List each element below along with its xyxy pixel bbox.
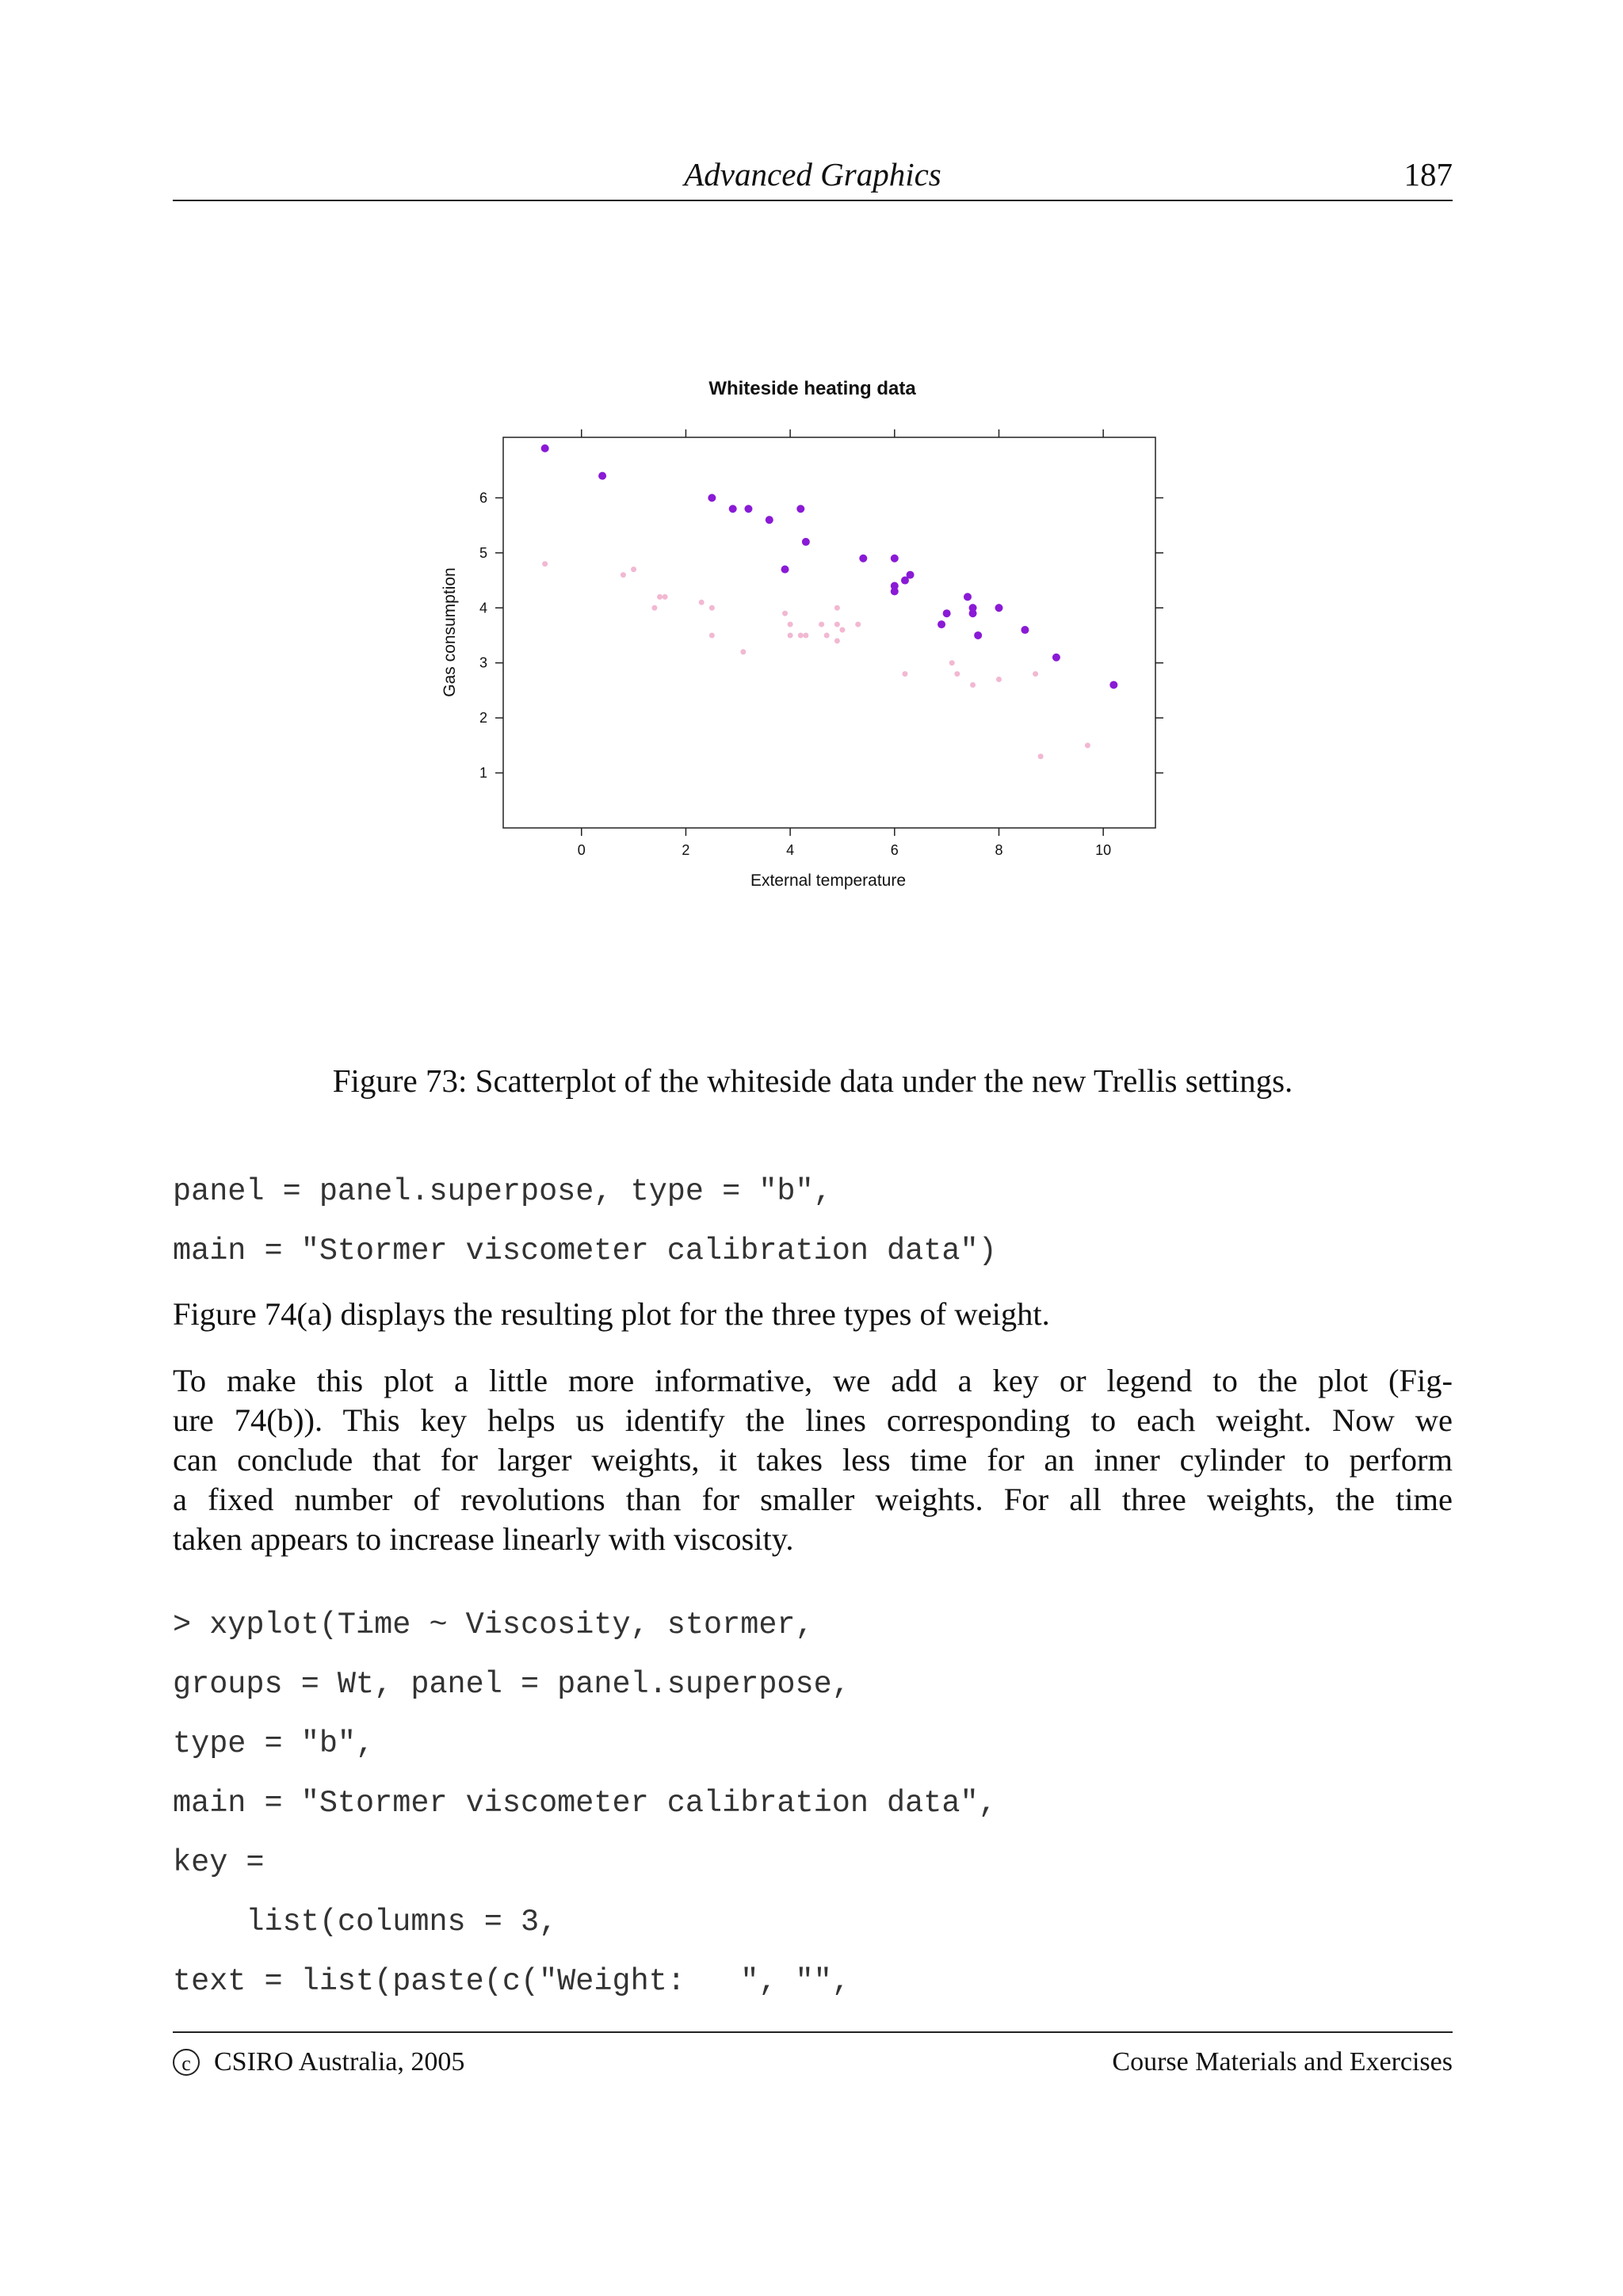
x-axis xyxy=(578,429,1111,858)
data-point xyxy=(663,594,668,600)
data-point xyxy=(788,622,793,627)
code-line: main = "Stormer viscometer calibration data") xyxy=(173,1234,997,1268)
data-point xyxy=(766,516,773,524)
x-axis-label: External temperature xyxy=(750,871,907,890)
code-line: main = "Stormer viscometer calibration data", xyxy=(173,1786,997,1821)
y-axis-label: Gas consumption xyxy=(441,567,459,697)
data-point xyxy=(834,605,840,611)
data-point xyxy=(709,605,715,611)
plot-frame xyxy=(503,437,1155,828)
data-point xyxy=(729,505,737,513)
paragraph-line: taken appears to increase linearly with viscosity. xyxy=(173,1521,794,1557)
data-point xyxy=(859,555,867,563)
data-point xyxy=(802,538,810,546)
data-point xyxy=(1038,753,1044,759)
copyright-icon: c xyxy=(173,2049,200,2076)
x-tick-label: 4 xyxy=(786,842,795,858)
data-point xyxy=(788,632,793,638)
data-point xyxy=(969,609,977,617)
data-point xyxy=(803,632,808,638)
footer-copyright-text: CSIRO Australia, 2005 xyxy=(214,2047,465,2077)
page-header xyxy=(173,152,1453,201)
data-point xyxy=(954,671,960,677)
data-point xyxy=(1021,626,1029,634)
data-point xyxy=(541,444,549,452)
data-point xyxy=(891,587,899,595)
figure-73 xyxy=(428,368,1205,899)
data-point xyxy=(974,631,982,639)
data-point xyxy=(744,505,752,513)
code-line: text = list(paste(c("Weight: ", "", xyxy=(173,1964,850,1999)
running-title: Advanced Graphics xyxy=(684,156,941,193)
data-point xyxy=(657,594,663,600)
footer-right: Course Materials and Exercises xyxy=(1112,2047,1453,2077)
data-point xyxy=(1109,681,1117,688)
data-point xyxy=(796,505,804,513)
page-number: 187 xyxy=(1403,156,1453,193)
data-point xyxy=(621,572,626,578)
code-line: key = xyxy=(173,1845,265,1880)
code-line: type = "b", xyxy=(173,1726,375,1761)
data-points xyxy=(541,444,1118,759)
data-point xyxy=(542,561,548,566)
x-tick-label: 2 xyxy=(682,842,690,858)
y-axis xyxy=(479,490,1163,780)
code-line: > xyplot(Time ~ Viscosity, stormer, xyxy=(173,1608,814,1642)
data-point xyxy=(798,632,804,638)
y-tick-label: 6 xyxy=(479,490,487,506)
data-point xyxy=(708,494,716,502)
data-point xyxy=(996,677,1002,682)
data-point xyxy=(709,632,715,638)
y-tick-label: 2 xyxy=(479,710,487,727)
paragraph-line: ure 74(b)). This key helps us identify the lines corresponding to each weight. Now we xyxy=(173,1402,1453,1438)
data-point xyxy=(839,627,845,633)
data-point xyxy=(699,600,705,605)
x-tick-label: 0 xyxy=(577,842,586,858)
data-point xyxy=(651,605,657,611)
data-point xyxy=(824,632,830,638)
data-point xyxy=(995,604,1002,612)
data-point xyxy=(782,611,788,616)
x-tick-label: 6 xyxy=(890,842,899,858)
data-point xyxy=(834,622,840,627)
data-point xyxy=(819,622,824,627)
data-point xyxy=(902,671,907,677)
data-point xyxy=(907,571,915,579)
paragraph-line: To make this plot a little more informative, we add a key or legend to the plot (Fig- xyxy=(173,1363,1453,1398)
figure-caption: Figure 73: Scatterplot of the whiteside data under the new Trellis settings. xyxy=(332,1062,1293,1099)
chart-title: Whiteside heating data xyxy=(708,378,916,399)
data-point xyxy=(598,472,606,480)
paragraph-line: can conclude that for larger weights, it takes less time for an inner cylinder to perform xyxy=(173,1442,1453,1478)
scatterplot xyxy=(428,368,1205,899)
data-point xyxy=(834,638,840,643)
data-point xyxy=(631,566,636,572)
data-point xyxy=(855,622,861,627)
data-point xyxy=(1052,654,1060,662)
data-point xyxy=(1085,742,1090,748)
x-tick-label: 8 xyxy=(995,842,1003,858)
y-tick-label: 3 xyxy=(479,654,487,671)
y-tick-label: 4 xyxy=(479,600,487,616)
footer-rule xyxy=(173,2031,1453,2033)
data-point xyxy=(891,555,899,563)
paragraph: Figure 74(a) displays the resulting plot for the three types of weight. xyxy=(173,1296,1050,1332)
footer-left xyxy=(173,2044,464,2081)
paragraph-line: a fixed number of revolutions than for smaller weights. For all three weights, the time xyxy=(173,1482,1453,1517)
data-point xyxy=(740,649,746,654)
data-point xyxy=(938,620,945,628)
data-point xyxy=(943,609,951,617)
data-point xyxy=(1033,671,1038,677)
data-point xyxy=(970,682,976,688)
data-point xyxy=(949,660,955,666)
data-point xyxy=(964,593,972,601)
code-line: groups = Wt, panel = panel.superpose, xyxy=(173,1667,850,1702)
code-line: list(columns = 3, xyxy=(173,1905,558,1939)
data-point xyxy=(781,566,789,574)
code-line: panel = panel.superpose, type = "b", xyxy=(173,1174,832,1209)
y-tick-label: 5 xyxy=(479,544,487,561)
y-tick-label: 1 xyxy=(479,765,487,781)
x-tick-label: 10 xyxy=(1095,842,1112,858)
